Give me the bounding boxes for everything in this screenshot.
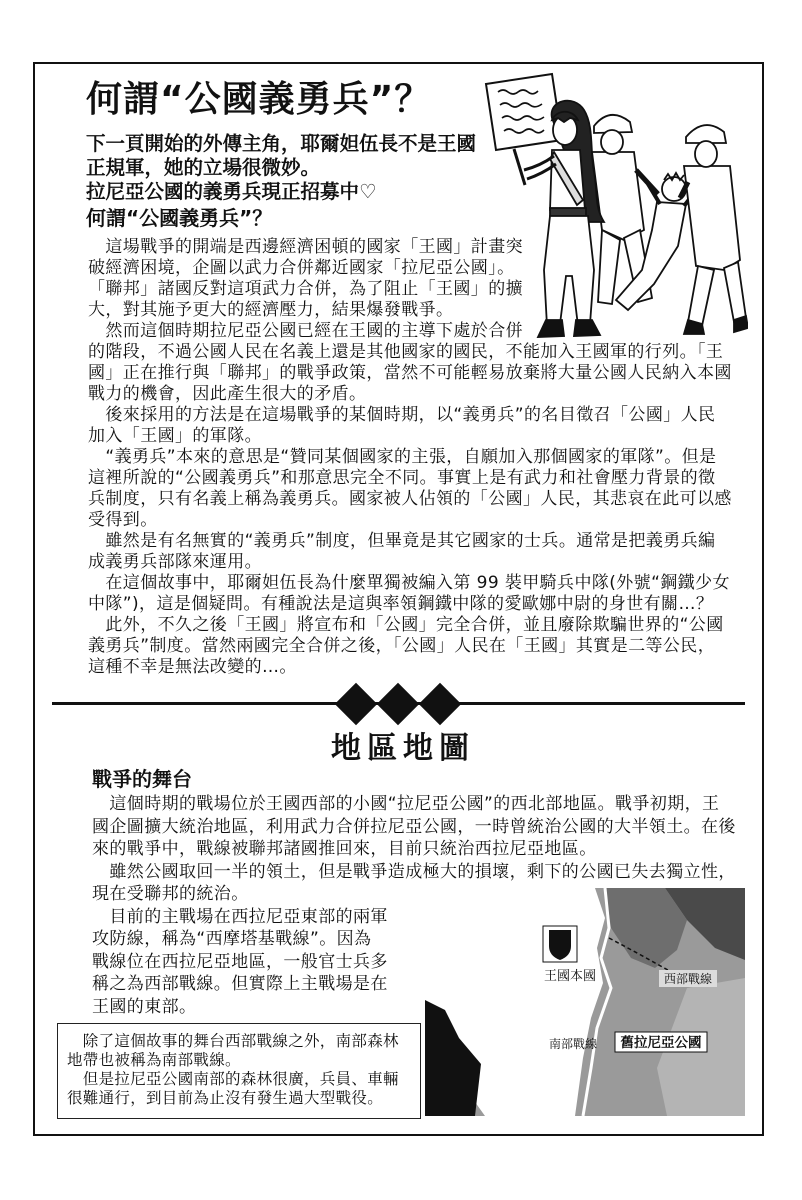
sign-board [486, 74, 562, 150]
body-line: 「聯邦」諸國反對這項武力合併，為了阻止「王國」的擴 [88, 279, 523, 299]
intro-line: 拉尼亞公國的義勇兵現正招募中♡ [86, 180, 377, 203]
body-line: 此外，不久之後「王國」將宣布和「公國」完全合併，並且廢除欺騙世界的“公國 [88, 615, 724, 635]
body-line: 戰線位在西拉尼亞地區，一般官士兵多 [92, 951, 388, 972]
body-line: 後來採用的方法是在這場戰爭的某個時期，以“義勇兵”的名目徵召「公國」人民 [88, 405, 716, 425]
body-line: 來的戰爭中，戰線被聯邦諸國推回來，目前只統治西拉尼亞地區。 [92, 839, 597, 859]
map-label-southern-front: 南部戰線 [548, 1037, 598, 1051]
map-label-kingdom: 王國本國 [543, 969, 597, 984]
intro-block [86, 132, 476, 204]
body-line: 然而這個時期拉尼亞公國已經在王國的主導下處於合併 [88, 321, 523, 341]
soldier-figure [680, 125, 748, 334]
note-text [67, 1032, 399, 1108]
sign-pole [514, 149, 525, 185]
section1-heading: 何謂“公國義勇兵”？ [86, 206, 273, 230]
note-line: 但是拉尼亞公國南部的森林很廣，兵員、車輛 [67, 1070, 399, 1088]
note-line: 很難通行，到目前為止沒有發生過大型戰役。 [67, 1089, 384, 1107]
body-line: 的階段，不過公國人民在名義上還是其他國家的國民，不能加入王國軍的行列。「王 [88, 342, 724, 362]
body-line: 兵制度，只有名義上稱為義勇兵。國家被人佔領的「公國」人民，其悲哀在此可以感 [88, 489, 732, 509]
body-line: 這場戰爭的開端是西邊經濟困頓的國家「王國」計畫突 [88, 237, 523, 257]
body-line: 目前的主戰場在西拉尼亞東部的兩軍 [92, 906, 388, 927]
body-line: 國」正在推行與「聯邦」的戰爭政策，當然不可能輕易放棄將大量公國人民納入本國 [88, 363, 732, 383]
body-line: 這種不幸是無法改變的…。 [88, 657, 297, 677]
note-line: 除了這個故事的舞台西部戰線之外，南部森林 [67, 1032, 399, 1050]
body-line: 雖然是有名無實的“義勇兵”制度，但畢竟是其它國家的士兵。通常是把義勇兵編 [88, 531, 716, 551]
map-label-western-front: 西部戰線 [663, 972, 713, 986]
recruitment-illustration-icon [452, 70, 748, 350]
body-line: 現在受聯邦的統治。 [92, 884, 249, 904]
shield-emblem-icon [543, 926, 577, 962]
body-line: 破經濟困境，企圖以武力合併鄰近國家「拉尼亞公國」。 [88, 258, 515, 278]
body-line: 在這個故事中，耶爾妲伍長為什麼單獨被編入第 99 裝甲騎兵中隊(外號“鋼鐵少女 [88, 573, 730, 593]
body-line: 雖然公國取回一半的領土，但是戰爭造成極大的損壞，剩下的公國已失去獨立性， [92, 861, 736, 882]
body-line: 攻防線，稱為“西摩塔基戰線”。因為 [92, 929, 372, 949]
body-line: 大，對其施予更大的經濟壓力，結果爆發戰爭。 [88, 300, 454, 320]
intro-line: 正規軍，她的立場很微妙。 [86, 156, 321, 179]
region-map [425, 888, 745, 1116]
body-line: “義勇兵”本來的意思是“贊同某個國家的主張，自願加入那個國家的軍隊”。但是 [88, 447, 717, 467]
body-line: 成義勇兵部隊來運用。 [88, 552, 262, 572]
body-line: 加入「王國」的軍隊。 [88, 426, 262, 446]
page-title: 何謂“公國義勇兵”？ [86, 79, 432, 120]
map-label-former-rania: 舊拉尼亞公國 [620, 1035, 702, 1051]
body-line: 義勇兵”制度。當然兩國完全合併之後，「公國」人民在「王國」其實是二等公民， [88, 636, 716, 656]
body-line: 這裡所說的“公國義勇兵”和那意思完全不同。事實上是有武力和社會壓力背景的徵 [88, 468, 716, 488]
body-line: 國企圖擴大統治地區，利用武力合併拉尼亞公國，一時曾統治公國的大半領土。在後 [92, 816, 736, 837]
body-line: 王國的東部。 [92, 996, 197, 1017]
note-line: 地帶也被稱為南部戰線。 [67, 1051, 241, 1069]
map-section-subheading: 戰爭的舞台 [92, 767, 192, 791]
body-line: 受得到。 [88, 510, 158, 530]
body-line: 中隊”)，這是個疑問。有種說法是這與率領鋼鐵中隊的愛歐娜中尉的身世有關…？ [88, 594, 714, 614]
intro-line: 下一頁開始的外傳主角，耶爾妲伍長不是王國 [86, 132, 477, 155]
body-line: 這個時期的戰場位於王國西部的小國“拉尼亞公國”的西北部地區。戰爭初期，王 [92, 794, 720, 814]
body-line: 戰力的機會，因此產生很大的矛盾。 [88, 384, 367, 404]
map-section-heading: 地區地圖 [331, 731, 475, 766]
body-line: 稱之為西部戰線。但實際上主戰場是在 [92, 974, 388, 994]
